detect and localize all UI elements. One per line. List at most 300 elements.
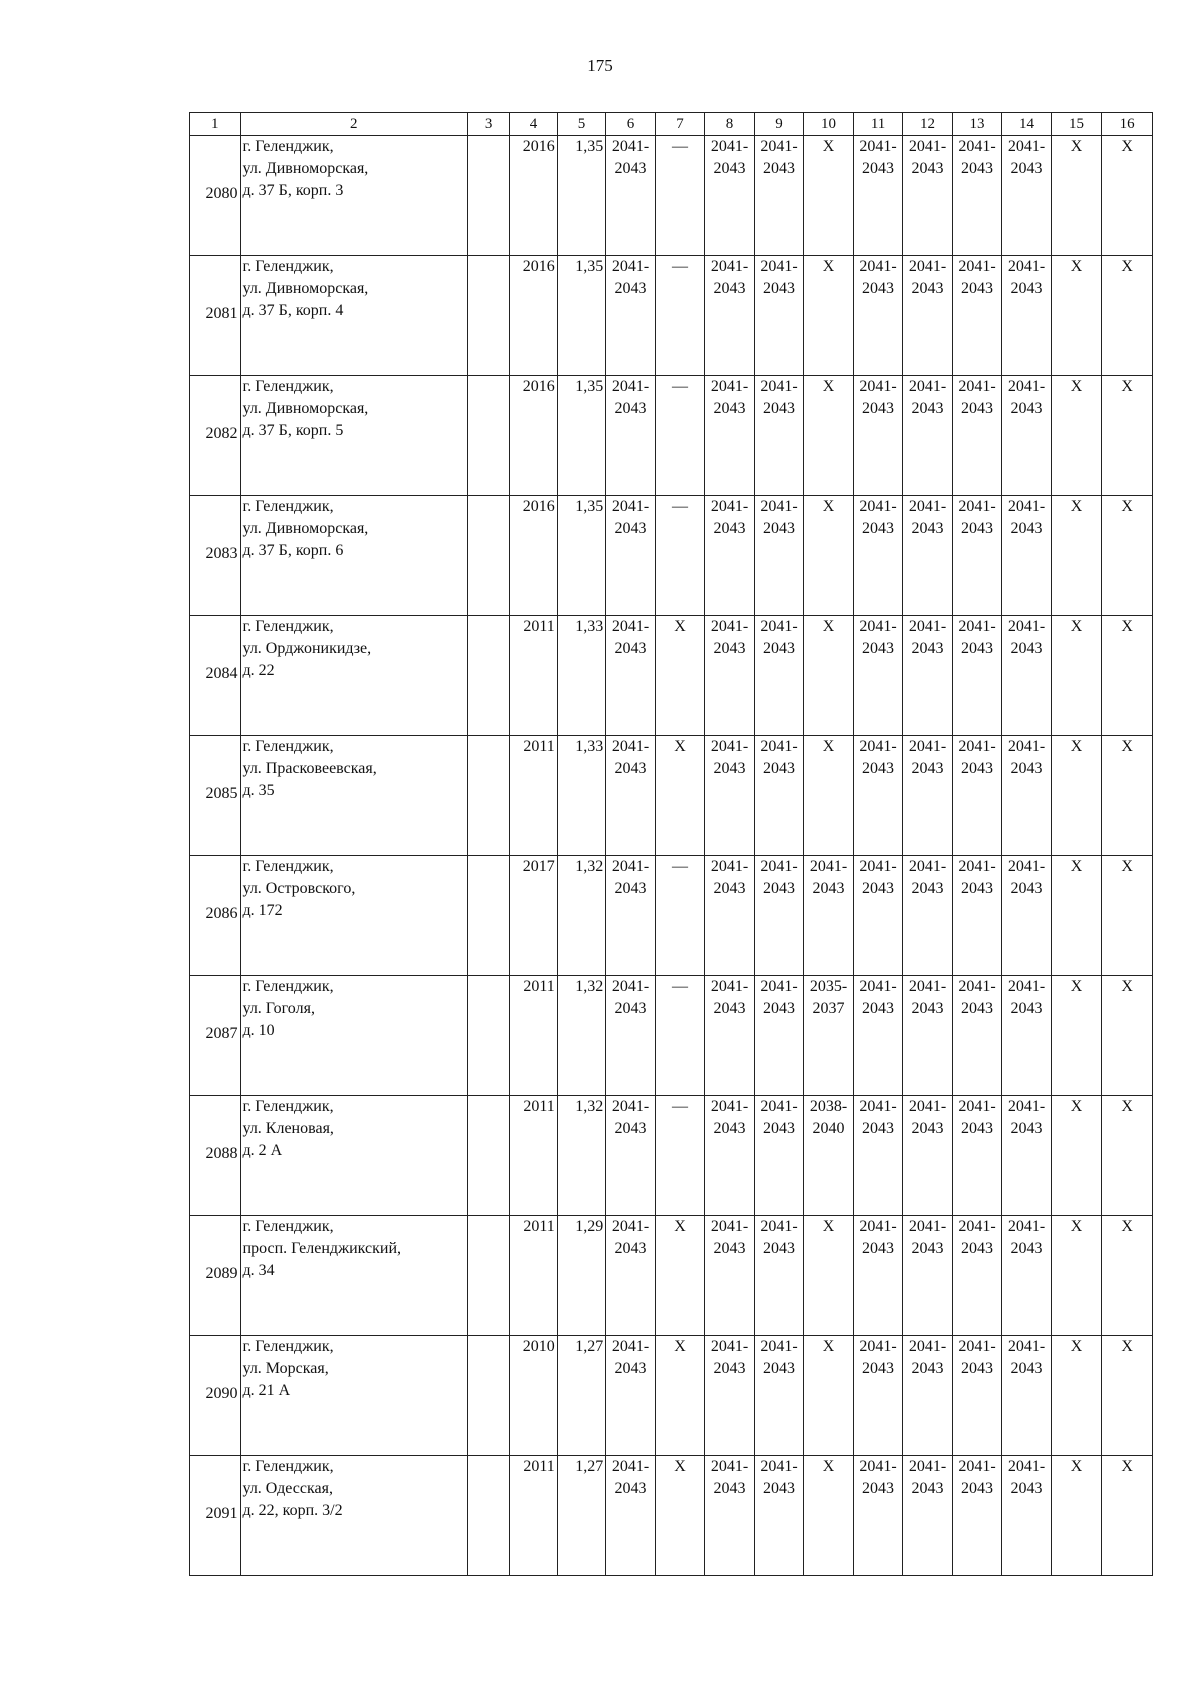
period-line: 2043 <box>961 160 994 177</box>
period-cell <box>952 496 1002 616</box>
period-line: 2041- <box>760 1218 798 1235</box>
period-line: 2041- <box>611 378 650 395</box>
period-line: 2043 <box>713 640 746 657</box>
period-line: 2043 <box>713 1480 746 1497</box>
period-line: 2043 <box>763 1000 796 1017</box>
row-number: 2081 <box>190 256 241 376</box>
year-cell: 2016 <box>510 136 557 256</box>
table-row <box>190 616 1153 736</box>
year-cell: 2011 <box>510 1096 557 1216</box>
period-line: 2041- <box>1007 258 1046 275</box>
period-cell <box>903 256 953 376</box>
period-cell <box>754 1096 804 1216</box>
period-cell <box>754 1216 804 1336</box>
period-line: 2041- <box>710 738 749 755</box>
period-cell <box>853 1216 903 1336</box>
year-cell: 2011 <box>510 1456 557 1576</box>
period-cell: X <box>655 616 705 736</box>
period-line: 2043 <box>961 1360 994 1377</box>
period-line: 2041- <box>1007 138 1046 155</box>
period-line: 2041- <box>710 1098 749 1115</box>
period-line: 2041- <box>859 498 897 515</box>
period-cell: X <box>1051 856 1102 976</box>
period-cell <box>705 136 755 256</box>
period-line: 2041- <box>611 138 650 155</box>
period-line: 2043 <box>862 640 895 657</box>
period-line: 2041- <box>958 498 996 515</box>
period-line: 2041- <box>710 858 749 875</box>
year-cell: 2017 <box>510 856 557 976</box>
period-line: 2043 <box>911 1120 944 1137</box>
period-line: 2043 <box>911 760 944 777</box>
address-cell <box>240 856 467 976</box>
period-cell <box>952 376 1002 496</box>
period-line: 2041- <box>760 1098 798 1115</box>
period-line: 2041- <box>611 1458 650 1475</box>
period-line: 2041- <box>1007 738 1046 755</box>
period-line: 2043 <box>713 1120 746 1137</box>
address-line: д. 172 <box>242 902 283 919</box>
address-cell <box>240 376 467 496</box>
table-row <box>190 496 1153 616</box>
period-line: 2041- <box>1007 378 1046 395</box>
address-line: г. Геленджик, <box>242 738 334 755</box>
period-line: 2043 <box>862 1000 895 1017</box>
period-cell: X <box>1051 1336 1102 1456</box>
period-line: 2043 <box>1010 1360 1043 1377</box>
period-line: 2038- <box>809 1098 848 1115</box>
period-line: 2043 <box>961 1240 994 1257</box>
empty-cell <box>467 1336 509 1456</box>
period-line: 2041- <box>760 378 798 395</box>
period-line: 2043 <box>1010 160 1043 177</box>
period-line: 2043 <box>961 1480 994 1497</box>
address-line: д. 37 Б, корп. 3 <box>242 182 344 199</box>
empty-cell <box>467 376 509 496</box>
period-cell: X <box>1102 856 1153 976</box>
period-cell <box>903 1216 953 1336</box>
year-cell: 2011 <box>510 736 557 856</box>
address-line: д. 21 А <box>242 1382 291 1399</box>
row-number: 2090 <box>190 1336 241 1456</box>
period-line: 2035- <box>809 978 848 995</box>
period-line: 2043 <box>961 400 994 417</box>
address-line: д. 22 <box>242 662 275 679</box>
period-cell <box>903 856 953 976</box>
period-line: 2041- <box>958 618 996 635</box>
value-cell: 1,33 <box>557 736 606 856</box>
period-cell <box>903 496 953 616</box>
period-line: 2041- <box>710 258 749 275</box>
period-cell <box>754 976 804 1096</box>
period-cell <box>1002 736 1052 856</box>
period-line: 2041- <box>710 978 749 995</box>
period-cell <box>705 616 755 736</box>
year-cell: 2016 <box>510 496 557 616</box>
address-line: д. 37 Б, корп. 4 <box>242 302 344 319</box>
period-cell <box>853 1336 903 1456</box>
period-cell <box>903 1336 953 1456</box>
period-cell <box>1002 376 1052 496</box>
period-cell <box>853 376 903 496</box>
period-cell: X <box>1102 256 1153 376</box>
period-cell <box>754 1336 804 1456</box>
period-line: 2041- <box>1007 1098 1046 1115</box>
period-cell <box>606 856 656 976</box>
address-line: д. 10 <box>242 1022 275 1039</box>
period-line: 2043 <box>763 640 796 657</box>
address-line: ул. Орджоникидзе, <box>242 640 372 657</box>
period-line: 2041- <box>760 498 798 515</box>
period-cell: — <box>655 1096 705 1216</box>
period-cell: X <box>804 1336 854 1456</box>
address-line: д. 2 А <box>242 1142 283 1159</box>
period-cell <box>705 256 755 376</box>
column-header: 13 <box>952 113 1002 136</box>
period-cell <box>606 1096 656 1216</box>
address-line: г. Геленджик, <box>242 258 334 275</box>
period-line: 2043 <box>713 160 746 177</box>
period-line: 2041- <box>611 1338 650 1355</box>
period-cell <box>1002 1216 1052 1336</box>
period-cell: X <box>1102 1456 1153 1576</box>
period-cell <box>952 976 1002 1096</box>
period-line: 2041- <box>908 498 947 515</box>
period-line: 2043 <box>614 1240 647 1257</box>
value-cell: 1,33 <box>557 616 606 736</box>
value-cell: 1,32 <box>557 856 606 976</box>
row-number: 2082 <box>190 376 241 496</box>
period-line: 2041- <box>908 1218 947 1235</box>
address-line: г. Геленджик, <box>242 498 334 515</box>
period-cell <box>1002 1096 1052 1216</box>
period-cell <box>606 136 656 256</box>
column-header: 2 <box>240 113 467 136</box>
period-line: 2043 <box>862 280 895 297</box>
period-line: 2043 <box>862 1360 895 1377</box>
column-header: 12 <box>903 113 953 136</box>
period-line: 2043 <box>763 1360 796 1377</box>
period-cell: X <box>1051 496 1102 616</box>
empty-cell <box>467 736 509 856</box>
period-cell <box>952 256 1002 376</box>
period-cell <box>1002 976 1052 1096</box>
period-line: 2043 <box>862 760 895 777</box>
address-line: г. Геленджик, <box>242 1218 334 1235</box>
period-line: 2041- <box>760 1458 798 1475</box>
period-cell: X <box>1102 496 1153 616</box>
address-line: ул. Гоголя, <box>242 1000 315 1017</box>
period-cell <box>853 616 903 736</box>
column-header: 16 <box>1102 113 1153 136</box>
period-line: 2043 <box>713 880 746 897</box>
period-cell: X <box>1102 136 1153 256</box>
period-line: 2043 <box>614 400 647 417</box>
period-line: 2043 <box>911 1360 944 1377</box>
period-line: 2041- <box>710 378 749 395</box>
address-line: г. Геленджик, <box>242 138 334 155</box>
period-line: 2043 <box>961 640 994 657</box>
value-cell: 1,27 <box>557 1456 606 1576</box>
period-line: 2043 <box>961 760 994 777</box>
period-cell <box>705 1456 755 1576</box>
period-cell <box>705 1216 755 1336</box>
period-line: 2043 <box>763 1240 796 1257</box>
period-line: 2041- <box>908 1458 947 1475</box>
value-cell: 1,27 <box>557 1336 606 1456</box>
period-line: 2041- <box>760 618 798 635</box>
period-line: 2043 <box>1010 400 1043 417</box>
row-number: 2084 <box>190 616 241 736</box>
period-cell: — <box>655 976 705 1096</box>
period-line: 2041- <box>710 138 749 155</box>
period-line: 2043 <box>961 1000 994 1017</box>
address-line: д. 22, корп. 3/2 <box>242 1502 343 1519</box>
period-line: 2043 <box>812 880 845 897</box>
address-line: ул. Морская, <box>242 1360 329 1377</box>
table-row <box>190 136 1153 256</box>
period-cell <box>705 976 755 1096</box>
period-cell <box>754 376 804 496</box>
period-cell <box>754 496 804 616</box>
period-line: 2041- <box>760 738 798 755</box>
period-line: 2043 <box>713 1240 746 1257</box>
period-cell: X <box>1102 376 1153 496</box>
period-line: 2041- <box>859 618 897 635</box>
address-cell <box>240 976 467 1096</box>
empty-cell <box>467 1456 509 1576</box>
period-line: 2041- <box>611 858 650 875</box>
period-cell <box>606 1456 656 1576</box>
period-line: 2043 <box>911 280 944 297</box>
year-cell: 2016 <box>510 256 557 376</box>
period-line: 2043 <box>911 1240 944 1257</box>
row-number: 2089 <box>190 1216 241 1336</box>
period-cell <box>952 1096 1002 1216</box>
empty-cell <box>467 256 509 376</box>
column-header: 11 <box>853 113 903 136</box>
period-line: 2041- <box>958 378 996 395</box>
period-line: 2041- <box>958 1338 996 1355</box>
period-line: 2043 <box>763 280 796 297</box>
empty-cell <box>467 976 509 1096</box>
period-cell: — <box>655 136 705 256</box>
period-cell: X <box>1102 1336 1153 1456</box>
period-cell <box>1002 496 1052 616</box>
period-cell <box>1002 616 1052 736</box>
row-number: 2086 <box>190 856 241 976</box>
period-line: 2041- <box>908 138 947 155</box>
table-row <box>190 1216 1153 1336</box>
period-line: 2041- <box>908 978 947 995</box>
period-cell <box>1002 136 1052 256</box>
period-line: 2041- <box>809 858 848 875</box>
empty-cell <box>467 616 509 736</box>
period-cell <box>705 736 755 856</box>
address-line: г. Геленджик, <box>242 978 334 995</box>
address-line: ул. Дивноморская, <box>242 400 369 417</box>
row-number: 2085 <box>190 736 241 856</box>
period-cell: X <box>655 736 705 856</box>
period-cell: X <box>655 1456 705 1576</box>
period-line: 2041- <box>1007 1218 1046 1235</box>
period-line: 2041- <box>1007 618 1046 635</box>
period-line: 2043 <box>763 160 796 177</box>
column-header: 15 <box>1051 113 1102 136</box>
period-line: 2043 <box>911 160 944 177</box>
period-line: 2041- <box>710 498 749 515</box>
period-line: 2043 <box>862 400 895 417</box>
period-line: 2043 <box>763 1480 796 1497</box>
address-line: г. Геленджик, <box>242 858 334 875</box>
table-row <box>190 1456 1153 1576</box>
period-cell <box>952 1456 1002 1576</box>
period-cell <box>853 856 903 976</box>
period-cell <box>853 1456 903 1576</box>
period-line: 2043 <box>713 760 746 777</box>
period-cell <box>754 1456 804 1576</box>
period-cell: X <box>1051 736 1102 856</box>
period-cell <box>705 856 755 976</box>
period-line: 2043 <box>763 760 796 777</box>
period-line: 2043 <box>1010 880 1043 897</box>
period-cell: X <box>804 616 854 736</box>
table-row <box>190 1096 1153 1216</box>
period-line: 2041- <box>1007 1458 1046 1475</box>
table-row <box>190 256 1153 376</box>
period-line: 2043 <box>862 1480 895 1497</box>
period-line: 2043 <box>614 1120 647 1137</box>
table-row <box>190 736 1153 856</box>
period-line: 2041- <box>1007 858 1046 875</box>
period-cell <box>903 976 953 1096</box>
period-cell: — <box>655 496 705 616</box>
year-cell: 2016 <box>510 376 557 496</box>
period-line: 2041- <box>760 258 798 275</box>
column-header: 1 <box>190 113 241 136</box>
address-line: д. 37 Б, корп. 6 <box>242 542 344 559</box>
period-cell: X <box>655 1336 705 1456</box>
address-cell <box>240 1456 467 1576</box>
period-line: 2043 <box>614 1000 647 1017</box>
period-cell <box>754 616 804 736</box>
period-cell: — <box>655 256 705 376</box>
column-header: 3 <box>467 113 509 136</box>
period-line: 2037 <box>812 1000 845 1017</box>
row-number: 2088 <box>190 1096 241 1216</box>
period-line: 2041- <box>908 1098 947 1115</box>
period-cell <box>804 1096 854 1216</box>
period-cell <box>1002 1336 1052 1456</box>
address-line: г. Геленджик, <box>242 1458 334 1475</box>
column-header: 10 <box>804 113 854 136</box>
address-line: д. 37 Б, корп. 5 <box>242 422 344 439</box>
period-line: 2041- <box>859 738 897 755</box>
period-line: 2041- <box>908 1338 947 1355</box>
period-cell: X <box>804 376 854 496</box>
period-line: 2043 <box>1010 280 1043 297</box>
value-cell: 1,35 <box>557 136 606 256</box>
period-cell <box>952 856 1002 976</box>
period-cell <box>606 736 656 856</box>
period-cell <box>952 736 1002 856</box>
period-cell <box>853 136 903 256</box>
address-line: г. Геленджик, <box>242 1338 334 1355</box>
period-line: 2043 <box>911 640 944 657</box>
period-line: 2041- <box>611 618 650 635</box>
period-line: 2041- <box>760 138 798 155</box>
period-cell <box>903 1456 953 1576</box>
period-cell <box>705 1096 755 1216</box>
period-line: 2041- <box>859 978 897 995</box>
period-line: 2043 <box>1010 640 1043 657</box>
address-cell <box>240 736 467 856</box>
period-line: 2043 <box>862 160 895 177</box>
period-cell <box>705 376 755 496</box>
table-body <box>190 136 1153 1576</box>
period-line: 2040 <box>812 1120 845 1137</box>
period-line: 2041- <box>958 1458 996 1475</box>
table-row <box>190 1336 1153 1456</box>
period-cell: X <box>804 1216 854 1336</box>
period-cell: X <box>655 1216 705 1336</box>
value-cell: 1,32 <box>557 976 606 1096</box>
address-line: ул. Дивноморская, <box>242 520 369 537</box>
column-header: 4 <box>510 113 557 136</box>
period-cell <box>606 376 656 496</box>
registry-table <box>189 112 1153 1576</box>
period-line: 2043 <box>1010 1120 1043 1137</box>
period-cell <box>1002 1456 1052 1576</box>
period-line: 2043 <box>911 1480 944 1497</box>
period-line: 2041- <box>908 858 947 875</box>
period-line: 2043 <box>911 880 944 897</box>
table-row <box>190 376 1153 496</box>
value-cell: 1,35 <box>557 496 606 616</box>
period-cell <box>903 136 953 256</box>
period-line: 2043 <box>763 520 796 537</box>
period-line: 2043 <box>614 1480 647 1497</box>
period-cell <box>952 1336 1002 1456</box>
period-line: 2041- <box>710 1338 749 1355</box>
row-number: 2083 <box>190 496 241 616</box>
row-number: 2087 <box>190 976 241 1096</box>
period-line: 2043 <box>713 280 746 297</box>
period-cell: X <box>1051 376 1102 496</box>
row-number: 2091 <box>190 1456 241 1576</box>
period-cell: X <box>804 256 854 376</box>
period-cell <box>705 1336 755 1456</box>
period-cell <box>903 376 953 496</box>
column-header: 8 <box>705 113 755 136</box>
period-cell: X <box>1051 976 1102 1096</box>
year-cell: 2011 <box>510 616 557 736</box>
address-cell <box>240 1096 467 1216</box>
period-cell <box>754 736 804 856</box>
address-line: ул. Островского, <box>242 880 356 897</box>
period-line: 2043 <box>614 520 647 537</box>
period-line: 2041- <box>859 1098 897 1115</box>
address-cell <box>240 616 467 736</box>
period-line: 2041- <box>908 378 947 395</box>
period-cell <box>853 256 903 376</box>
period-line: 2041- <box>760 978 798 995</box>
period-line: 2043 <box>763 880 796 897</box>
value-cell: 1,29 <box>557 1216 606 1336</box>
address-line: ул. Дивноморская, <box>242 280 369 297</box>
period-line: 2041- <box>859 858 897 875</box>
address-line: просп. Геленджикский, <box>242 1240 402 1257</box>
